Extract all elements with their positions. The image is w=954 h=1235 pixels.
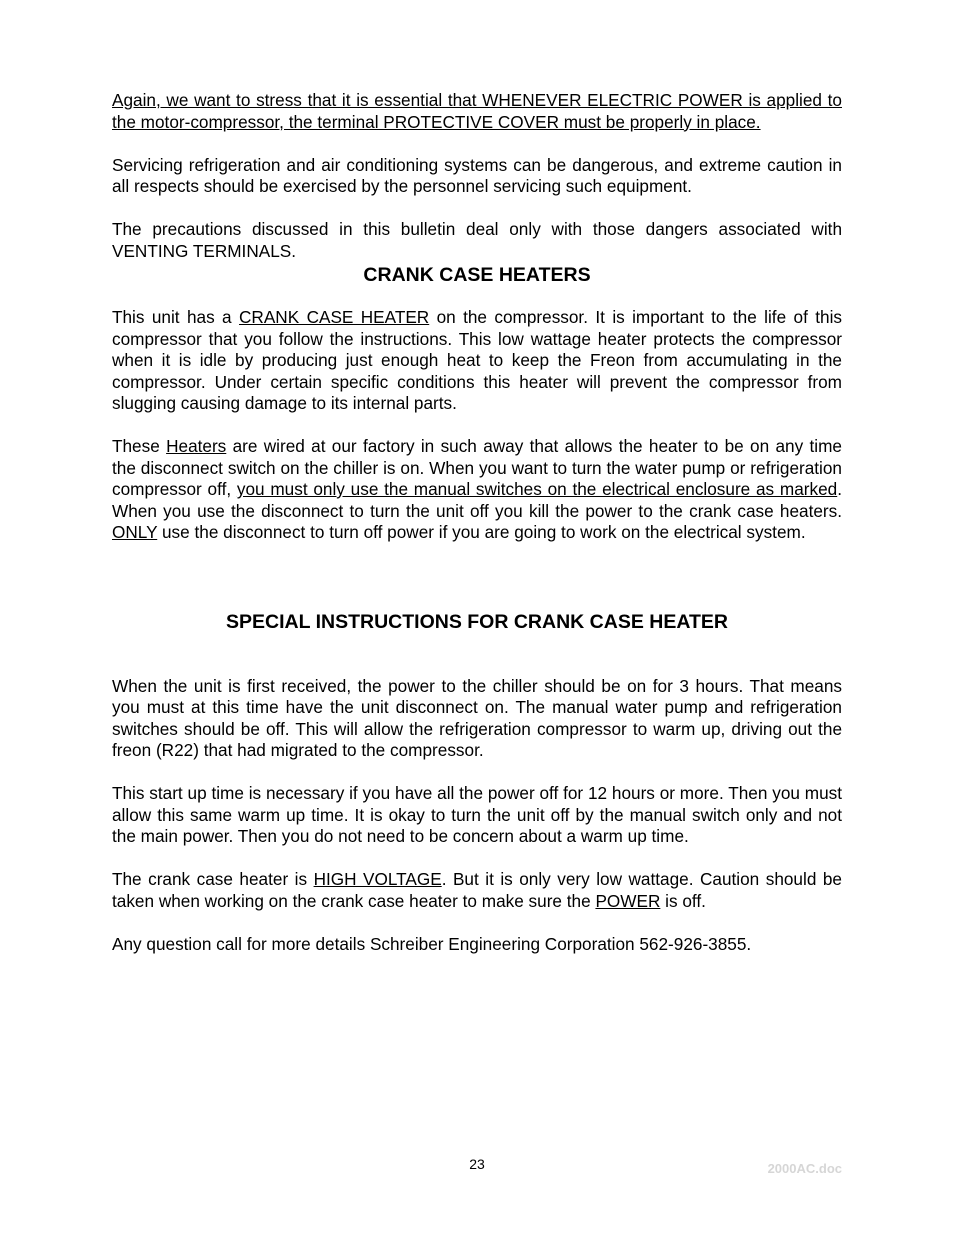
text-run: . But it is only very low wattage. Caution should be taken when working on the crank case heater to make sure the xyxy=(112,869,842,911)
text-run: are wired at our factory in such away that allows the heater to be on any time the disconnect switch on the chiller is on. When you want to turn the water pump or refrigeration compressor off, xyxy=(112,436,842,499)
text-run: use the disconnect to turn off power if you are going to work on the electrical system. xyxy=(157,522,806,542)
high-voltage-paragraph xyxy=(112,869,842,912)
crank-case-heaters-heading: CRANK CASE HEATERS xyxy=(363,264,591,286)
underlined-term: ONLY xyxy=(112,522,158,542)
servicing-paragraph: Servicing refrigeration and air conditioning systems can be dangerous, and extreme caution in all respects should be exercised by the personnel servicing such equipment. xyxy=(112,154,842,196)
underlined-term: CRANK CASE HEATER xyxy=(239,307,430,327)
first-received-paragraph: When the unit is first received, the power to the chiller should be on for 3 hours. That means you must at this time have the unit disconnect on. The manual water pump and refrigeration switches should be off. This will allow the refrigeration compressor to warm up, driving out the freon (R22) that had migrated to the compressor. xyxy=(112,675,842,760)
text-run: These xyxy=(112,436,167,456)
text-run: . When you use the disconnect to turn the unit off you kill the power to the crank case heaters. xyxy=(112,479,842,521)
precautions-paragraph: The precautions discussed in this bulletin deal only with those dangers associated with VENTING TERMINALS. xyxy=(112,219,842,261)
text-run: The crank case heater is xyxy=(112,869,314,889)
special-instructions-heading: SPECIAL INSTRUCTIONS FOR CRANK CASE HEATER xyxy=(226,610,728,633)
heaters-wiring-paragraph xyxy=(112,436,842,544)
document-page xyxy=(112,90,842,955)
warning-paragraph: Again, we want to stress that it is essential that WHENEVER ELECTRIC POWER is applied to the motor-compressor, the terminal PROTECTIVE COVER must be properly in place. xyxy=(112,90,842,132)
page-number: 23 xyxy=(469,1156,485,1172)
underlined-term: you must only use the manual switches on the electrical enclosure as marked xyxy=(236,479,838,499)
underlined-term: HIGH VOLTAGE xyxy=(313,869,442,889)
crank-case-intro-paragraph xyxy=(112,307,842,415)
text-run: is off. xyxy=(660,890,706,911)
document-filename: 2000AC.doc xyxy=(767,1161,842,1176)
underlined-term: Heaters xyxy=(166,436,227,456)
underlined-term: POWER xyxy=(595,890,661,911)
text-run: on the compressor. It is important to the life of this compressor that you follow the instructions. This low wattage heater protects the compressor when it is idle by producing just enough heat to keep the Freon from accumulating in the compressor. Under certain specific conditions this heater will prevent the compressor from slugging causing damage to its internal parts. xyxy=(112,307,842,413)
contact-paragraph: Any question call for more details Schreiber Engineering Corporation 562-926-3855. xyxy=(112,933,752,954)
text-run: This unit has a xyxy=(112,307,240,327)
startup-time-paragraph: This start up time is necessary if you have all the power off for 12 hours or more. Then you must allow this same warm up time. It is okay to turn the unit off by the manual switch only and not the main power. Then you do not need to be concern about a warm up time. xyxy=(112,783,842,846)
